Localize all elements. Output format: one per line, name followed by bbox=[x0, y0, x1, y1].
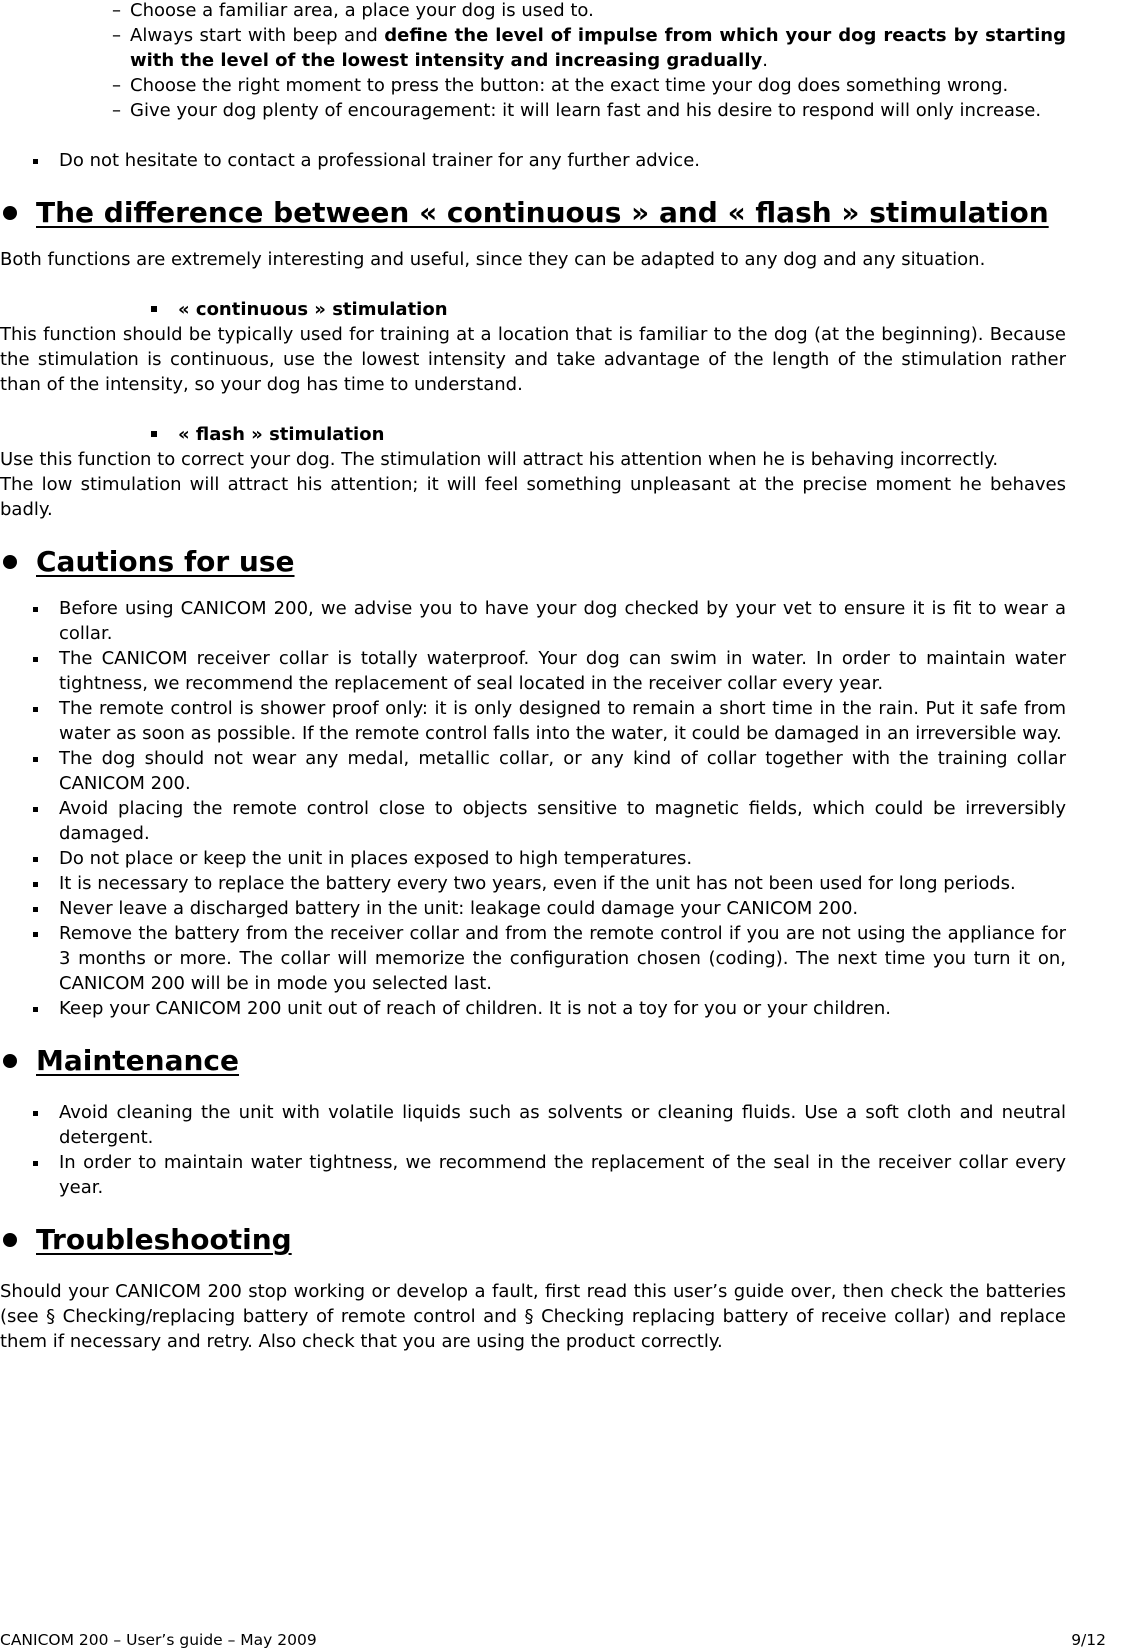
paragraph: The low stimulation will attract his attention; it will feel something unpleasant at the precise moment he behaves badly. bbox=[0, 474, 1066, 520]
bullet-dot-icon bbox=[3, 206, 17, 220]
dash-list-item bbox=[0, 73, 1122, 98]
list-item bbox=[0, 746, 1066, 796]
section-title: Troubleshooting bbox=[36, 1223, 292, 1256]
list-item-text: It is necessary to replace the battery every two years, even if the unit has not been used for long periods. bbox=[59, 873, 1016, 894]
section-title: Maintenance bbox=[36, 1044, 240, 1077]
bullet-dot-icon bbox=[3, 555, 17, 569]
list-item-text: Choose a familiar area, a place your dog is used to. bbox=[130, 0, 594, 21]
sub-heading-text: « continuous » stimulation bbox=[178, 299, 448, 320]
paragraph: This function should be typically used for training at a location that is familiar to the dog (at the beginning). Because the stimulation is continuous, use the lowest intensity and take advantage of the length of the stimulation rather than of the intensity, so your dog has time to understand. bbox=[0, 324, 1066, 395]
list-item bbox=[0, 1150, 1066, 1200]
cautions-list bbox=[0, 596, 1122, 1021]
list-item-text: Before using CANICOM 200, we advise you to have your dog checked by your vet to ensure it is fit to wear a collar. bbox=[59, 598, 1066, 644]
sub-heading-text: « flash » stimulation bbox=[178, 424, 385, 445]
list-item-text: Avoid placing the remote control close to objects sensitive to magnetic fields, which could be irreversibly damaged. bbox=[59, 798, 1066, 844]
square-bullet-icon bbox=[33, 882, 38, 887]
square-bullet-icon bbox=[33, 857, 38, 862]
square-bullet-icon bbox=[33, 932, 38, 937]
list-item-text: Never leave a discharged battery in the unit: leakage could damage your CANICOM 200. bbox=[59, 898, 859, 919]
list-item bbox=[0, 148, 1122, 173]
section-heading-cautions bbox=[0, 545, 1122, 579]
bold-text: define the level of impulse from which your dog reacts by starting with the level of the lowest intensity and increasing gradually bbox=[130, 25, 1066, 71]
section-heading-difference bbox=[0, 196, 1122, 230]
list-item-text: In order to maintain water tightness, we recommend the replacement of the seal in the receiver collar every year. bbox=[59, 1152, 1066, 1198]
section-title: Cautions for use bbox=[36, 545, 295, 578]
list-item bbox=[0, 996, 1066, 1021]
bullet-dot-icon bbox=[3, 1233, 17, 1247]
list-item bbox=[0, 896, 1066, 921]
paragraph: Both functions are extremely interesting and useful, since they can be adapted to any dog and any situation. bbox=[0, 249, 986, 270]
square-bullet-icon bbox=[33, 907, 38, 912]
list-item-text: Keep your CANICOM 200 unit out of reach of children. It is not a toy for you or your children. bbox=[59, 998, 891, 1019]
square-bullet-icon bbox=[33, 657, 38, 662]
dash-list-item bbox=[0, 98, 1122, 123]
list-item-text: The remote control is shower proof only: it is only designed to remain a short time in the rain. Put it safe from water as soon as possible. If the remote control falls into the water, it could be damaged in an irreversible way. bbox=[59, 698, 1066, 744]
dash-bullet: – bbox=[112, 25, 121, 46]
sub-heading-flash bbox=[0, 422, 1122, 447]
list-item-text: Always start with beep and bbox=[130, 25, 385, 46]
maintenance-list bbox=[0, 1100, 1122, 1200]
section-title: The difference between « continuous » and « flash » stimulation bbox=[36, 196, 1049, 229]
section-heading-maintenance bbox=[0, 1044, 1122, 1078]
list-item bbox=[0, 871, 1066, 896]
page-number: 9/12 bbox=[1071, 1631, 1106, 1649]
dash-list-item bbox=[0, 0, 1122, 23]
list-item bbox=[0, 921, 1066, 996]
list-item bbox=[0, 796, 1066, 846]
dash-bullet: – bbox=[112, 0, 121, 21]
square-bullet-icon bbox=[33, 1007, 38, 1012]
list-item bbox=[0, 846, 1066, 871]
list-item-text: Avoid cleaning the unit with volatile liquids such as solvents or cleaning fluids. Use a soft cloth and neutral detergent. bbox=[59, 1102, 1066, 1148]
square-bullet-icon bbox=[33, 807, 38, 812]
list-item bbox=[0, 1100, 1066, 1150]
square-bullet-icon bbox=[151, 431, 157, 437]
square-bullet-icon bbox=[33, 159, 38, 164]
list-item-text: The dog should not wear any medal, metallic collar, or any kind of collar together with the training collar CANICOM 200. bbox=[59, 748, 1066, 794]
square-bullet-icon bbox=[33, 757, 38, 762]
paragraph: Use this function to correct your dog. The stimulation will attract his attention when he is behaving incorrectly. bbox=[0, 449, 999, 470]
dash-bullet: – bbox=[112, 75, 121, 96]
list-item bbox=[0, 696, 1066, 746]
intro-dash-list bbox=[0, 0, 1122, 123]
list-item-text: Choose the right moment to press the button: at the exact time your dog does something wrong. bbox=[130, 75, 1009, 96]
footer-title: CANICOM 200 – User’s guide – May 2009 bbox=[0, 1631, 317, 1649]
paragraph: Should your CANICOM 200 stop working or develop a fault, first read this user’s guide over, then check the batteries (see § Checking/replacing battery of remote control and § Checking replacing battery of receive collar) and replace them if necessary and retry. Also check that you are using the product correctly. bbox=[0, 1281, 1066, 1352]
list-item-text: Do not hesitate to contact a professional trainer for any further advice. bbox=[59, 150, 700, 171]
page-footer bbox=[0, 1631, 1106, 1649]
list-item-text: . bbox=[762, 50, 768, 71]
list-item bbox=[0, 596, 1066, 646]
list-item bbox=[0, 646, 1066, 696]
dash-list-item bbox=[0, 23, 1122, 73]
square-bullet-icon bbox=[151, 306, 157, 312]
square-bullet-icon bbox=[33, 1111, 38, 1116]
bullet-dot-icon bbox=[3, 1054, 17, 1068]
sub-heading-continuous bbox=[0, 297, 1122, 322]
list-item-text: Give your dog plenty of encouragement: it will learn fast and his desire to respond will only increase. bbox=[130, 100, 1042, 121]
list-item-text: The CANICOM receiver collar is totally waterproof. Your dog can swim in water. In order to maintain water tightness, we recommend the replacement of seal located in the receiver collar every year. bbox=[59, 648, 1066, 694]
square-bullet-icon bbox=[33, 707, 38, 712]
square-bullet-icon bbox=[33, 1161, 38, 1166]
square-bullet-icon bbox=[33, 607, 38, 612]
list-item-text: Do not place or keep the unit in places exposed to high temperatures. bbox=[59, 848, 693, 869]
intro-bullet-list bbox=[0, 148, 1122, 173]
section-heading-troubleshooting bbox=[0, 1223, 1122, 1257]
list-item-text: Remove the battery from the receiver collar and from the remote control if you are not using the appliance for 3 months or more. The collar will memorize the configuration chosen (coding). The next time you turn it on, CANICOM 200 will be in mode you selected last. bbox=[59, 923, 1066, 994]
dash-bullet: – bbox=[112, 100, 121, 121]
